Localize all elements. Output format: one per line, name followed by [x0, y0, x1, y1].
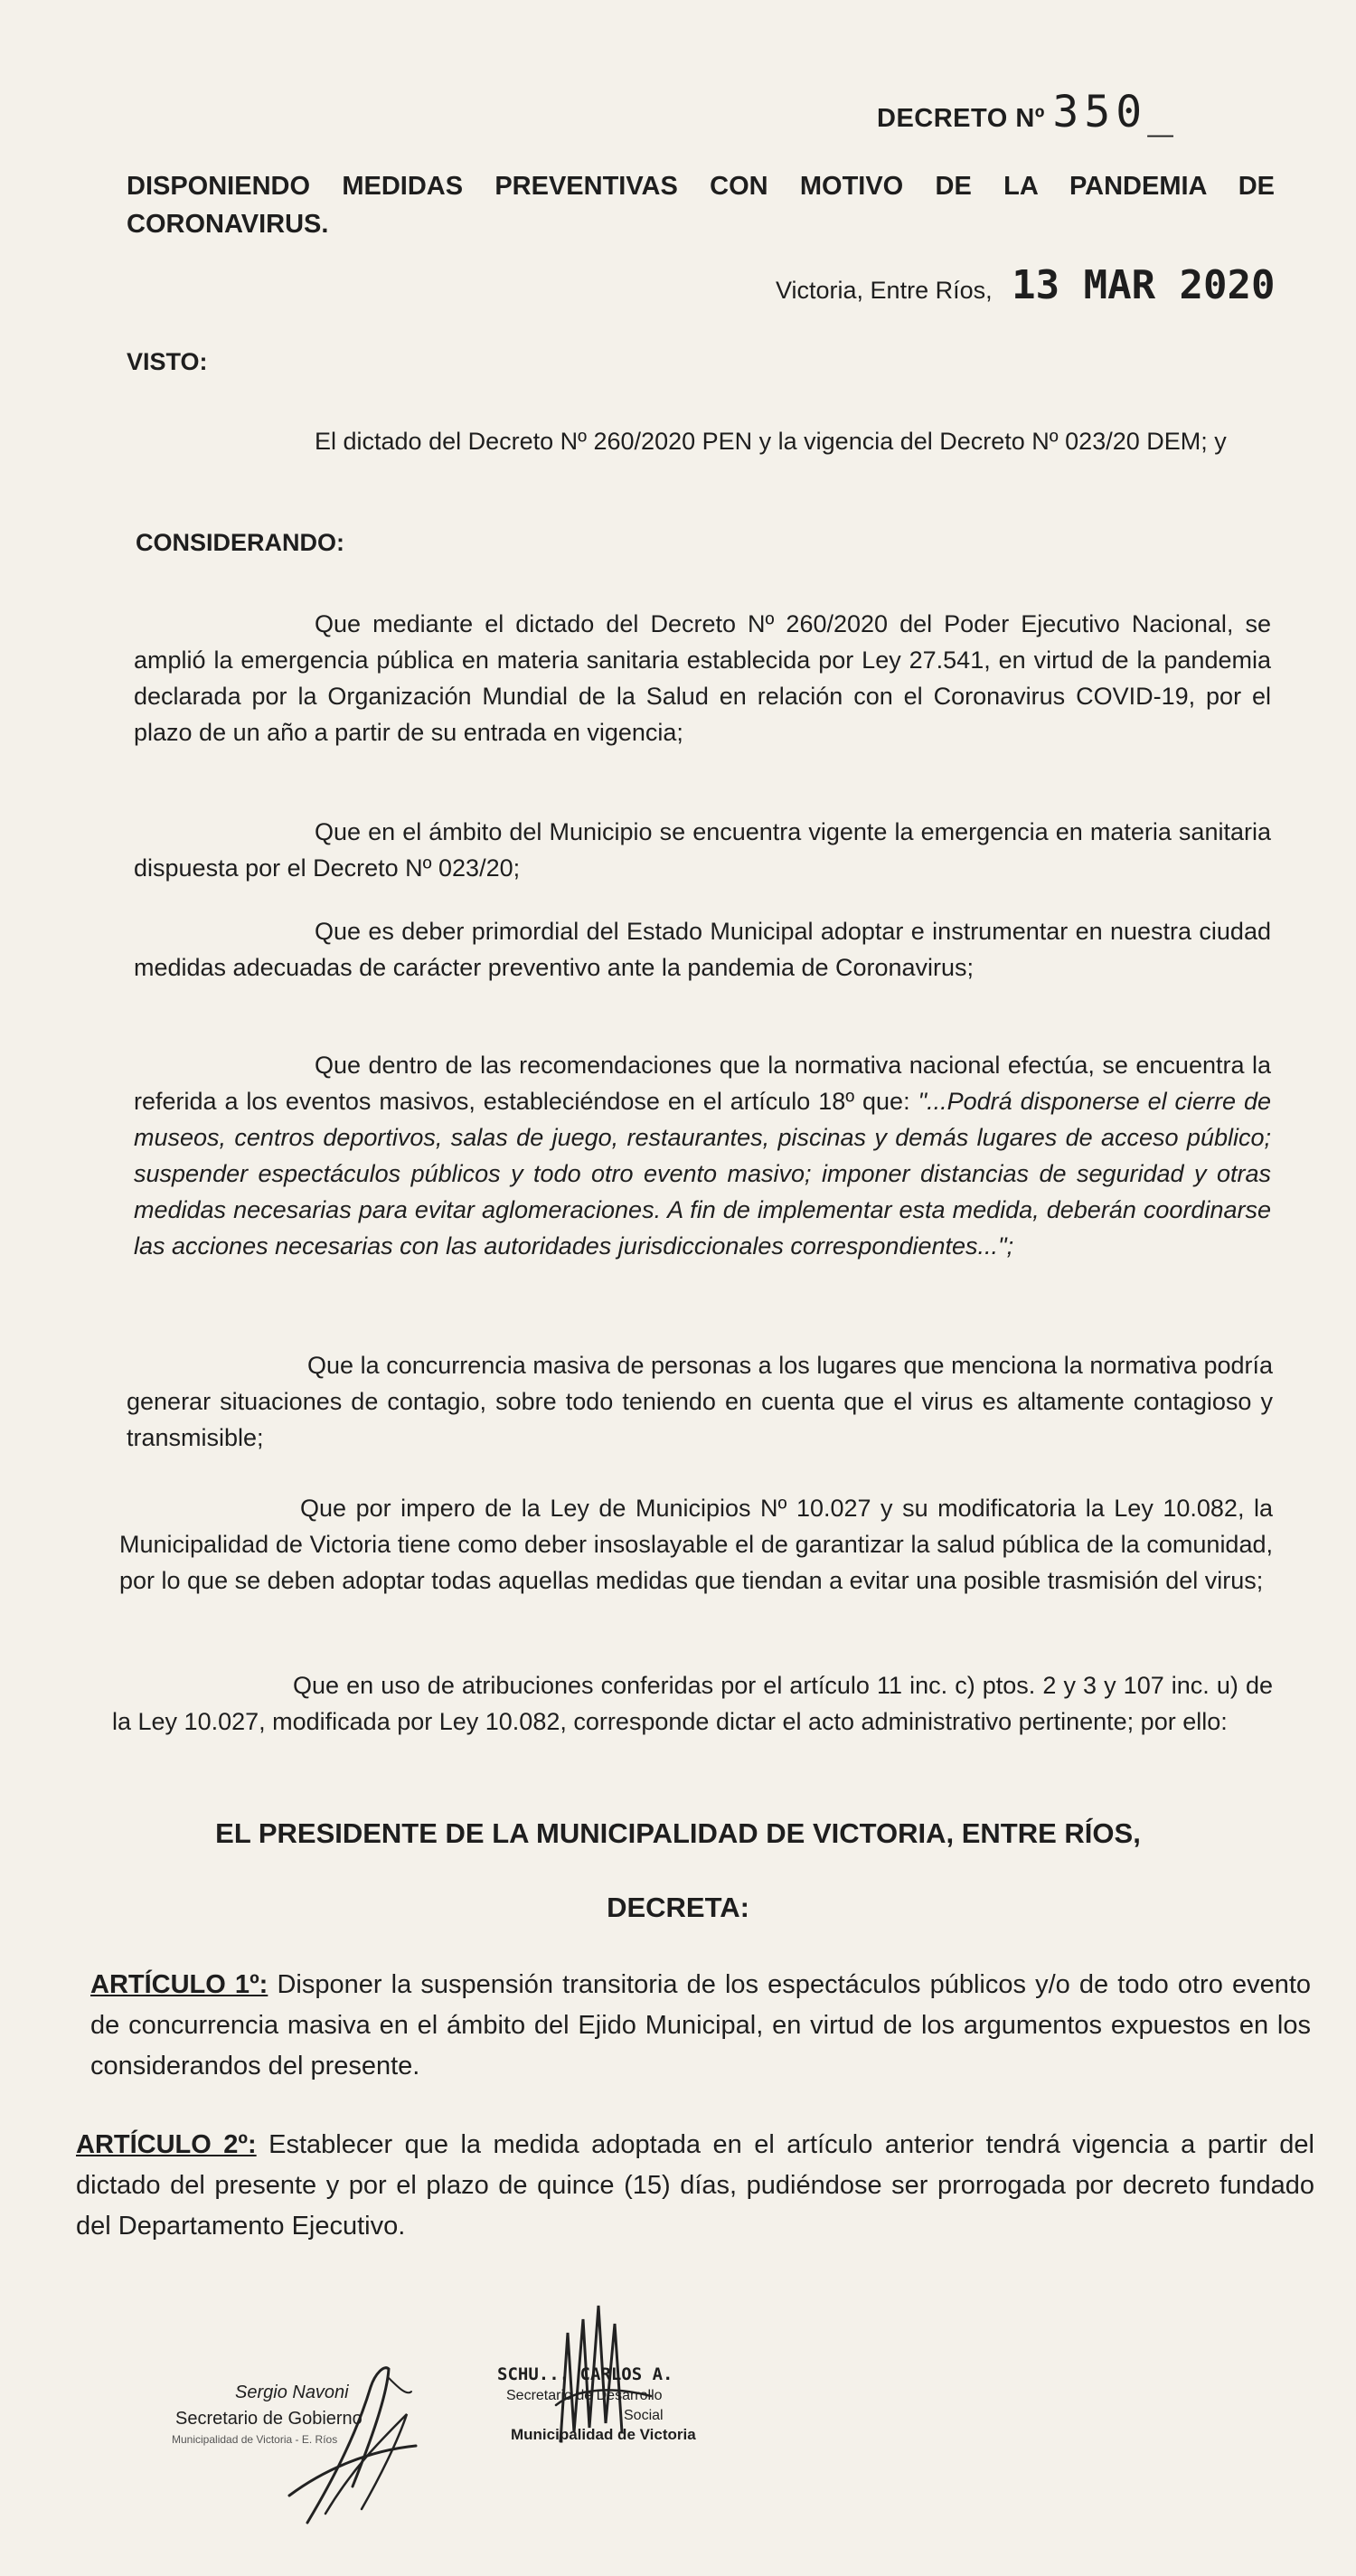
quoted-regulation: "...Podrá disponerse el cierre de museos, centros deportivos, salas de juego, restaurantes, piscinas y demás lugares de acceso público; suspender espectáculos públicos y todo otro evento masivo; imponer distancias de seguridad y otras medidas necesarias para evitar aglomeraciones. A fin de implementar esta medida, deberán coordinarse las acciones necesarias con las autoridades jurisdiccionales correspondientes..."; — [134, 1088, 1271, 1260]
decree-title: DISPONIENDO MEDIDAS PREVENTIVAS CON MOTIVO DE LA PANDEMIA DE CORONAVIRUS. — [127, 172, 1275, 239]
considerando-paragraph-6: Que por impero de la Ley de Municipios Nº 10.027 y su modificatoria la Ley 10.082, la Municipalidad de Victoria tiene como deber insoslayable el de garantizar la salud pública de la comunidad, por lo que se deben adoptar todas aquellas medidas que tiendan a evitar una posible trasmisión del virus; — [119, 1495, 1273, 1594]
considerando-paragraph-4: Que dentro de las recomendaciones que la normativa nacional efectúa, se encuentra la referida a los eventos masivos, estableciéndose en el artículo 18º que: "...Podrá disponerse el cierre de museos, centros deportivos, salas de juego, restaurantes, piscinas y demás lugares de acceso público; suspender espectáculos públicos y todo otro evento masivo; imponer distancias de seguridad y otras medidas necesarias para evitar aglomeraciones. A fin de implementar esta medida, deberán coordinarse las acciones necesarias con las autoridades jurisdiccionales correspondientes..."; — [134, 1052, 1271, 1260]
decree-number-label: DECRETO Nº — [877, 104, 1045, 133]
visto-heading: VISTO: — [127, 348, 208, 375]
considerando-heading: CONSIDERANDO: — [136, 529, 345, 556]
signature-right-name: SCHU... CARLOS A. — [497, 2364, 673, 2384]
considerando-paragraph-5: Que la concurrencia masiva de personas a los lugares que menciona la normativa podría generar situaciones de contagio, sobre todo teniendo en cuenta que el virus es altamente contagioso y transmisible; — [127, 1352, 1273, 1451]
article-2-text: Establecer que la medida adoptada en el artículo anterior tendrá vigencia a partir del dictado del presente y por el plazo de quince (15) días, pudiéndose ser prorrogada por decreto fundado del Departamento Ejecutivo. — [76, 2130, 1315, 2241]
considerando-paragraph-3: Que es deber primordial del Estado Municipal adoptar e instrumentar en nuestra ciudad medidas adecuadas de carácter preventivo ante la pandemia de Coronavirus; — [134, 918, 1271, 981]
visto-paragraph: El dictado del Decreto Nº 260/2020 PEN y la vigencia del Decreto Nº 023/20 DEM; y — [315, 428, 1227, 455]
signature-right — [497, 2364, 841, 2444]
place-date — [776, 262, 1276, 308]
signature-left — [172, 2383, 551, 2446]
article-1-label: ARTÍCULO 1º: — [90, 1970, 268, 1999]
article-1-text: Disponer la suspensión transitoria de los espectáculos públicos y/o de todo otro evento de concurrencia masiva en el ámbito del Ejido Municipal, en virtud de los argumentos expuestos en los considerandos del presente. — [90, 1970, 1312, 2081]
considerando-paragraph-1: Que mediante el dictado del Decreto Nº 260/2020 del Poder Ejecutivo Nacional, se amplió la emergencia pública en materia sanitaria establecida por Ley 27.541, en virtud de la pandemia declarada por la Organización Mundial de la Salud en relación con el Coronavirus COVID-19, por el plazo de un año a partir de su entrada en vigencia; — [134, 610, 1271, 746]
signature-left-name: Sergio Navoni — [235, 2383, 349, 2402]
signature-right-role2: Social — [624, 2408, 664, 2423]
date-stamp: 13 MAR 2020 — [1012, 262, 1276, 308]
considerando-paragraph-2: Que en el ámbito del Municipio se encuentra vigente la emergencia en materia sanitaria dispuesta por el Decreto Nº 023/20; — [134, 818, 1271, 882]
authority-line: EL PRESIDENTE DE LA MUNICIPALIDAD DE VICTORIA, ENTRE RÍOS, — [215, 1817, 1141, 1849]
decree-number-value: 350 — [1052, 87, 1148, 137]
signature-right-role: Secretario de Desarrollo — [506, 2388, 663, 2403]
article-2-label: ARTÍCULO 2º: — [76, 2130, 257, 2159]
article-2 — [76, 2125, 1314, 2247]
decree-number-underscore: _ — [1147, 87, 1180, 137]
signature-left-org: Municipalidad de Victoria - E. Ríos — [172, 2433, 338, 2446]
place: Victoria, Entre Ríos, — [776, 277, 993, 304]
decree-number — [877, 87, 1179, 137]
article-1 — [90, 1965, 1311, 2087]
signature-left-role: Secretario de Gobierno — [175, 2409, 363, 2429]
considerando-paragraph-7: Que en uso de atribuciones conferidas por el artículo 11 inc. c) ptos. 2 y 3 y 107 inc. u) de la Ley 10.027, modificada por Ley 10.082, corresponde dictar el acto administrativo pertinente; por ello: — [112, 1672, 1273, 1735]
signature-right-org: Municipalidad de Victoria — [511, 2426, 696, 2443]
decreta-heading: DECRETA: — [607, 1892, 749, 1923]
